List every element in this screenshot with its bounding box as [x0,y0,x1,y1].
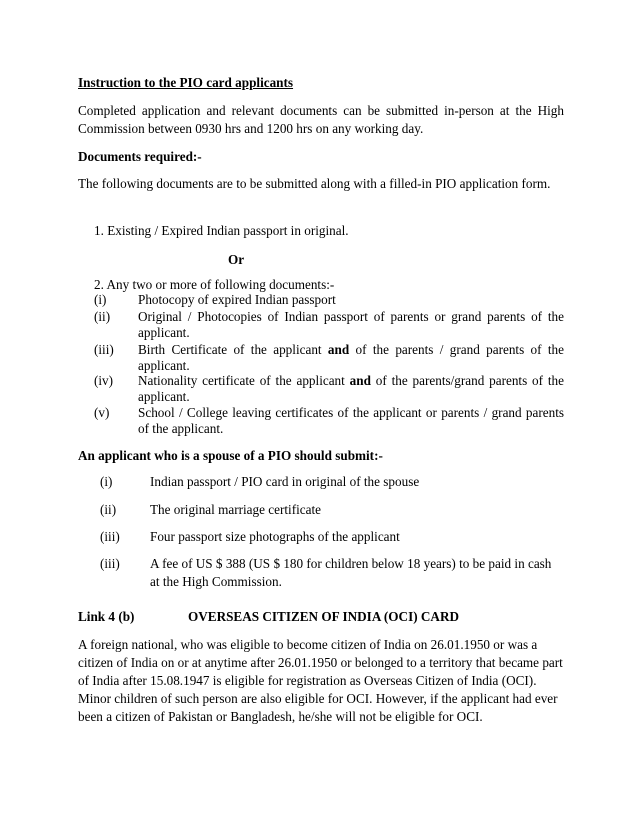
spouse-item-number: (iii) [100,529,120,544]
intro-paragraph: Completed application and relevant documents can be submitted in-person at the High Commission between 0930 hrs and 1200 hrs on any working day. [78,103,564,136]
doc-item-text: Birth Certificate of the applicant and of the parents / grand parents of the applicant. [138,342,565,373]
doc-item-text: Photocopy of expired Indian passport [138,292,336,307]
doc-item-text: Original / Photocopies of Indian passport of parents or grand parents of the applicant. [138,309,564,340]
doc-item-text: School / College leaving certificates of the applicant or parents / grand parents of the applicant. [138,405,564,436]
link-title: OVERSEAS CITIZEN OF INDIA (OCI) CARD [188,609,459,624]
link-label: Link 4 (b) [78,609,135,624]
spouse-item-number: (i) [100,474,113,489]
page-heading: Instruction to the PIO card applicants [78,75,294,90]
option-2: 2. Any two or more of following documents:- [94,277,335,292]
doc-item-number: (iii) [94,342,114,357]
spouse-item-number: (iii) [100,556,120,571]
or-separator: Or [228,252,245,267]
spouse-item-text: The original marriage certificate [150,502,321,517]
doc-item-number: (iv) [94,373,114,388]
doc-item-number: (i) [94,292,107,307]
doc-item-number: (v) [94,405,110,420]
documents-intro: The following documents are to be submitted along with a filled-in PIO application form. [78,176,551,191]
doc-item-text: Nationality certificate of the applicant and of the parents/grand parents of the applicant. [138,373,564,404]
doc-item-number: (ii) [94,309,111,324]
spouse-item-text: A fee of US $ 388 (US $ 180 for children below 18 years) to be paid in cash at the High Commission. [150,556,552,589]
documents-heading: Documents required:- [78,149,202,164]
oci-paragraph: A foreign national, who was eligible to become citizen of India on 26.01.1950 or was a citizen of India on or at anytime after 26.01.1950 or belonged to a territory that became part of India after 15.08.1947 is eligible for registration as Overseas Citizen of India (OCI). Minor children of such person are also eligible for OCI. However, if the applicant had ever been a citizen of Pakistan or Bangladesh, he/she will not be eligible for OCI. [78,637,563,724]
option-1: 1. Existing / Expired Indian passport in original. [94,223,349,238]
spouse-item-number: (ii) [100,502,117,517]
spouse-item-text: Four passport size photographs of the applicant [150,529,400,544]
spouse-item-text: Indian passport / PIO card in original of the spouse [150,474,420,489]
spouse-heading: An applicant who is a spouse of a PIO should submit:- [78,448,383,463]
